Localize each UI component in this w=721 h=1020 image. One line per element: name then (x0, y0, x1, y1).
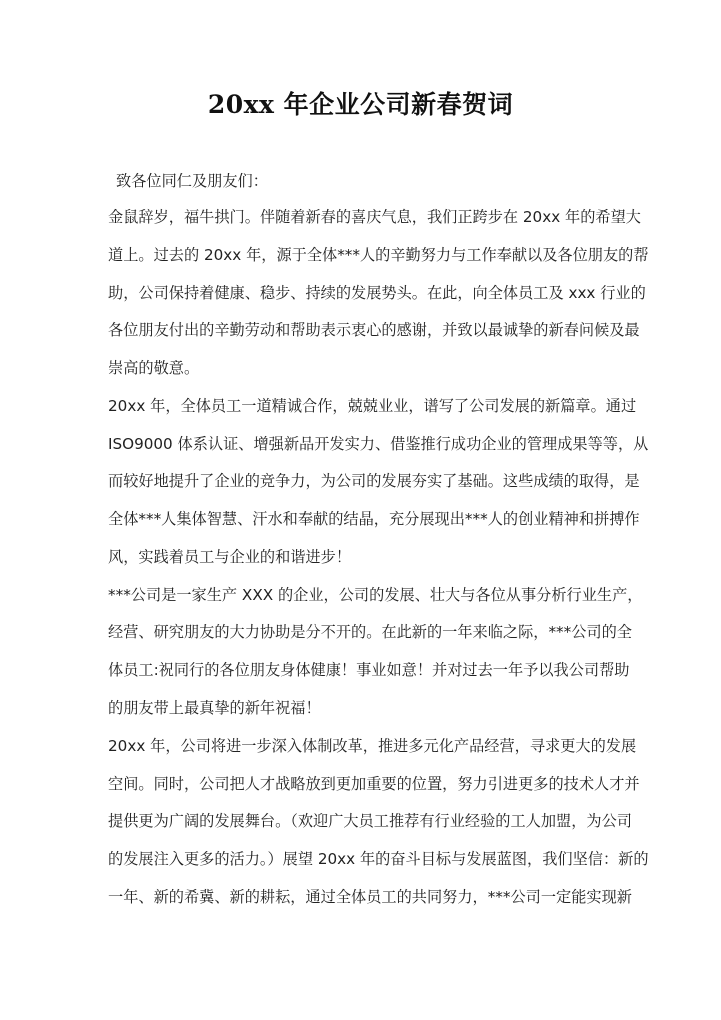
paragraph-2-line-2: ISO9000 体系认证、增强新品开发实力、借鉴推行成功企业的管理成果等等，从 (108, 435, 649, 453)
paragraph-4-line-3: 提供更为广阔的发展舞台。（欢迎广大员工推荐有行业经验的工人加盟，为公司 (108, 812, 632, 830)
greeting-line: 致各位同仁及朋友们： (116, 172, 268, 190)
paragraph-4-line-4: 的发展注入更多的活力。）展望 20xx 年的奋斗目标与发展蓝图，我们坚信：新的 (108, 850, 649, 868)
paragraph-2-line-1: 20xx 年，全体员工一道精诚合作，兢兢业业，谱写了公司发展的新篇章。通过 (108, 397, 637, 415)
paragraph-1-line-2: 道上。过去的 20xx 年，源于全体***人的辛勤努力与工作奉献以及各位朋友的帮 (108, 246, 649, 264)
paragraph-1-line-1: 金鼠辞岁，福牛拱门。伴随着新春的喜庆气息，我们正跨步在 20xx 年的希望大 (108, 208, 641, 226)
paragraph-4-line-5: 一年、新的希冀、新的耕耘，通过全体员工的共同努力，***公司一定能实现新 (108, 888, 632, 906)
paragraph-2-line-5: 风，实践着员工与企业的和谐进步！ (108, 548, 351, 566)
paragraph-2-line-4: 全体***人集体智慧、汗水和奉献的结晶，充分展现出***人的创业精神和拼搏作 (108, 510, 640, 528)
paragraph-3-line-1: ***公司是一家生产 XXX 的企业，公司的发展、壮大与各位从事分析行业生产， (108, 586, 643, 604)
paragraph-2-line-3: 而较好地提升了企业的竞争力，为公司的发展夯实了基础。这些成绩的取得，是 (108, 472, 640, 490)
paragraph-3-line-2: 经营、研究朋友的大力协助是分不开的。在此新的一年来临之际，***公司的全 (108, 623, 632, 641)
paragraph-4-line-1: 20xx 年，公司将进一步深入体制改革，推进多元化产品经营，寻求更大的发展 (108, 737, 637, 755)
paragraph-1-line-5: 崇高的敬意。 (108, 359, 200, 377)
paragraph-3-line-3: 体员工:祝同行的各位朋友身体健康！事业如意！并对过去一年予以我公司帮助 (108, 661, 630, 679)
paragraph-3-line-4: 的朋友带上最真挚的新年祝福！ (108, 699, 321, 717)
paragraph-4-line-2: 空间。同时，公司把人才战略放到更加重要的位置，努力引进更多的技术人才并 (108, 775, 640, 793)
document-title: 20xx 年企业公司新春贺词 (207, 90, 514, 119)
paragraph-1-line-3: 助，公司保持着健康、稳步、持续的发展势头。在此，向全体员工及 xxx 行业的 (108, 284, 646, 302)
paragraph-1-line-4: 各位朋友付出的辛勤劳动和帮助表示衷心的感谢，并致以最诚挚的新春问候及最 (108, 321, 640, 339)
